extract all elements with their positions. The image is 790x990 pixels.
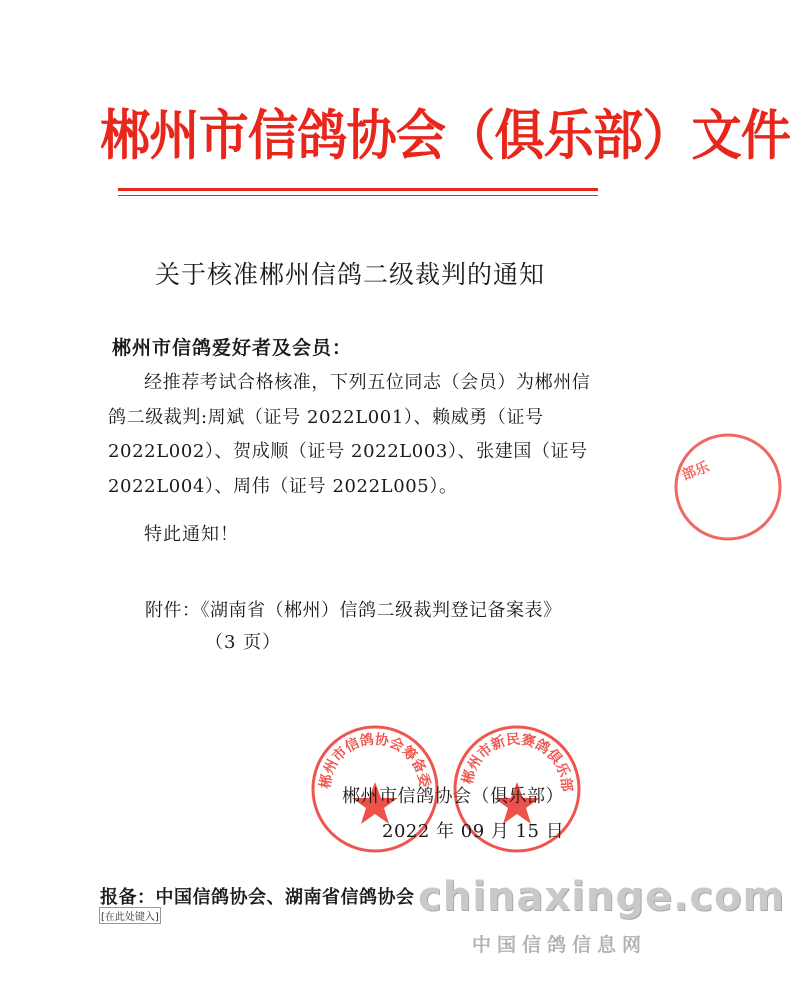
signature-organization: 郴州市信鸽协会（俱乐部） <box>342 786 564 807</box>
header-rule-thin <box>118 195 598 196</box>
header-rule-thick <box>118 188 598 191</box>
notice-title: 关于核准郴州信鸽二级裁判的通知 <box>154 260 545 289</box>
signature-date: 2022 年 09 月 15 日 <box>382 821 565 842</box>
document-header-title: 郴州市信鸽协会（俱乐部）文件 <box>100 104 790 167</box>
body-paragraph: 经推荐考试合格核准，下列五位同志（会员）为郴州信鸽二级裁判:周斌（证号 2022L001）、赖威勇（证号 2022L002）、贺成顺（证号 2022L003）、张建国（证号 2022L004）、周伟（证号 2022L005）。 <box>108 372 591 497</box>
placeholder-note: [在此处键入] <box>99 907 161 924</box>
seal-edge <box>666 432 726 542</box>
watermark-site-name: 中国信鸽信息网 <box>472 934 648 956</box>
report-line: 报备：中国信鸽协会、湖南省信鸽协会 <box>100 887 415 908</box>
watermark-domain: chinaxinge.com <box>418 874 786 920</box>
addressee: 郴州市信鸽爱好者及会员： <box>112 337 353 359</box>
seal-left-text: 郴州市信鸽协会筹备委员会 <box>303 712 433 790</box>
attachment-label: 附件：《湖南省（郴州）信鸽二级裁判登记备案表》 <box>145 600 562 621</box>
closing-line: 特此通知！ <box>144 524 239 545</box>
attachment-pages: （3 页） <box>205 632 282 653</box>
svg-text:郴州市信鸽协会筹备委员会 <box>303 711 433 790</box>
seal-right-text: 郴州市新民赛鸽俱乐部 <box>459 731 575 793</box>
seal-edge-text: 部乐 <box>679 459 712 484</box>
